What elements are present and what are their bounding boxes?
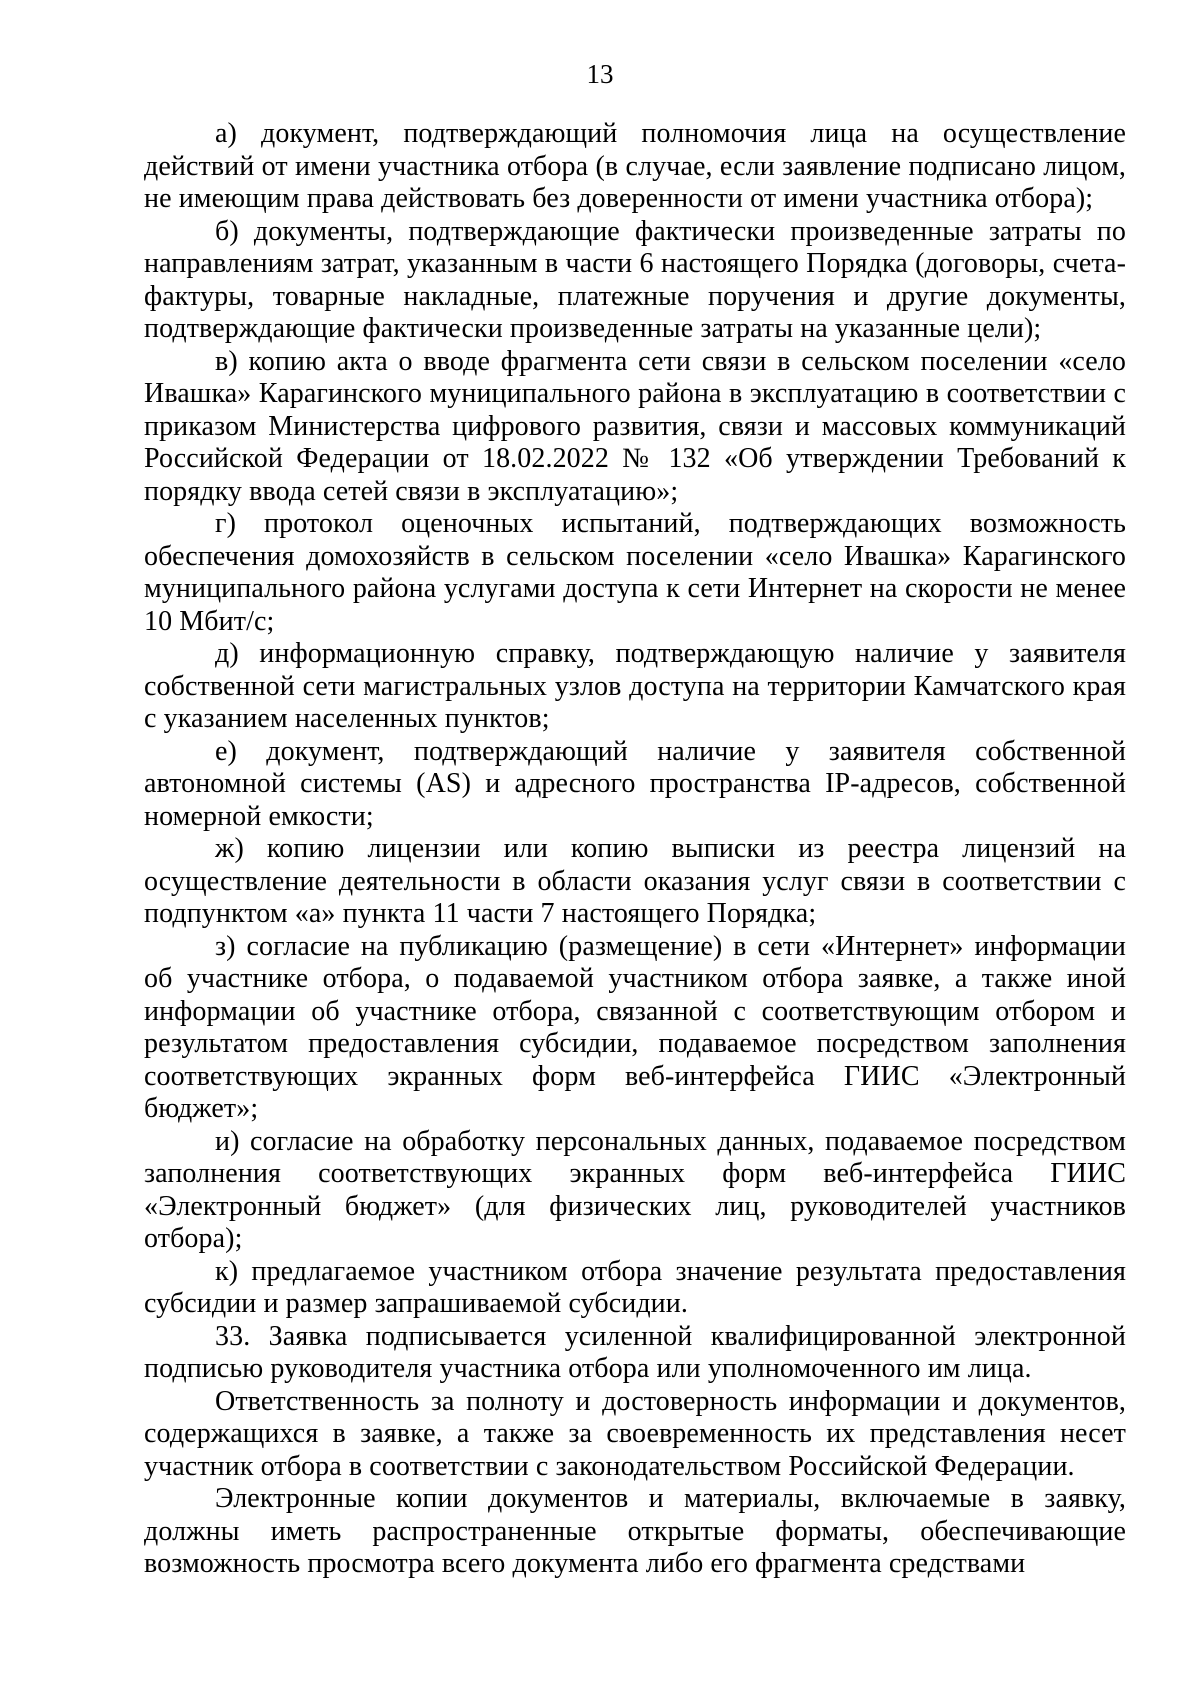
- paragraph-item-b: б) документы, подтверждающие фактически произведенные затраты по направлениям затрат, указанным в части 6 настоящего Порядка (договоры, счета-фактуры, товарные накладные, платежные поручения и другие документы, подтверждающие фактически произведенные затраты на указанные цели);: [144, 215, 1126, 344]
- paragraph-item-d: д) информационную справку, подтверждающую наличие у заявителя собственной сети магистральных узлов доступа на территории Камчатского края с указанием населенных пунктов;: [144, 638, 1126, 734]
- page-number: 13: [586, 59, 614, 89]
- paragraph-electronic-copies: Электронные копии документов и материалы, включаемые в заявку, должны иметь распространенные открытые форматы, обеспечивающие возможность просмотра всего документа либо его фрагмента средствами: [144, 1483, 1126, 1579]
- paragraph-item-e: е) документ, подтверждающий наличие у заявителя собственной автономной системы (AS) и адресного пространства IP-адресов, собственной номерной емкости;: [144, 735, 1126, 832]
- paragraph-section-33: 33. Заявка подписывается усиленной квалифицированной электронной подписью руководителя участника отбора или уполномоченного им лица.: [144, 1320, 1126, 1384]
- paragraph-item-a: а) документ, подтверждающий полномочия лица на осуществление действий от имени участника отбора (в случае, если заявление подписано лицом, не имеющим права действовать без доверенности от имени участника отбора);: [144, 118, 1126, 214]
- paragraph-item-i: и) согласие на обработку персональных данных, подаваемое посредством заполнения соответствующих экранных форм веб-интерфейса ГИИС «Электронный бюджет» (для физических лиц, руководителей участников отбора);: [144, 1125, 1126, 1254]
- paragraph-item-k: к) предлагаемое участником отбора значение результата предоставления субсидии и размер запрашиваемой субсидии.: [144, 1255, 1126, 1319]
- paragraph-item-zh: ж) копию лицензии или копию выписки из реестра лицензий на осуществление деятельности в области оказания услуг связи в соответствии с подпунктом «а» пункта 11 части 7 настоящего Порядка;: [144, 833, 1126, 929]
- paragraph-item-g: г) протокол оценочных испытаний, подтверждающих возможность обеспечения домохозяйств в сельском поселении «село Ивашка» Карагинского муниципального района услугами доступа к сети Интернет на скорости не менее 10 Мбит/с;: [144, 508, 1126, 637]
- paragraph-item-v: в) копию акта о вводе фрагмента сети связи в сельском поселении «село Ивашка» Карагинского муниципального района в эксплуатацию в соответствии с приказом Министерства цифрового развития, связи и массовых коммуникаций Российской Федерации от 18.02.2022 № 132 «Об утверждении Требований к порядку ввода сетей связи в эксплуатацию»;: [144, 345, 1126, 507]
- document-body: [144, 118, 1126, 1581]
- paragraph-responsibility: Ответственность за полноту и достоверность информации и документов, содержащихся в заявке, а также за своевременность их представления несет участник отбора в соответствии с законодательством Российской Федерации.: [144, 1385, 1126, 1482]
- paragraph-item-z: з) согласие на публикацию (размещение) в сети «Интернет» информации об участнике отбора, о подаваемой участником отбора заявке, а также иной информации об участнике отбора, связанной с соответствующим отбором и результатом предоставления субсидии, подаваемое посредством заполнения соответствующих экранных форм веб-интерфейса ГИИС «Электронный бюджет»;: [144, 930, 1126, 1124]
